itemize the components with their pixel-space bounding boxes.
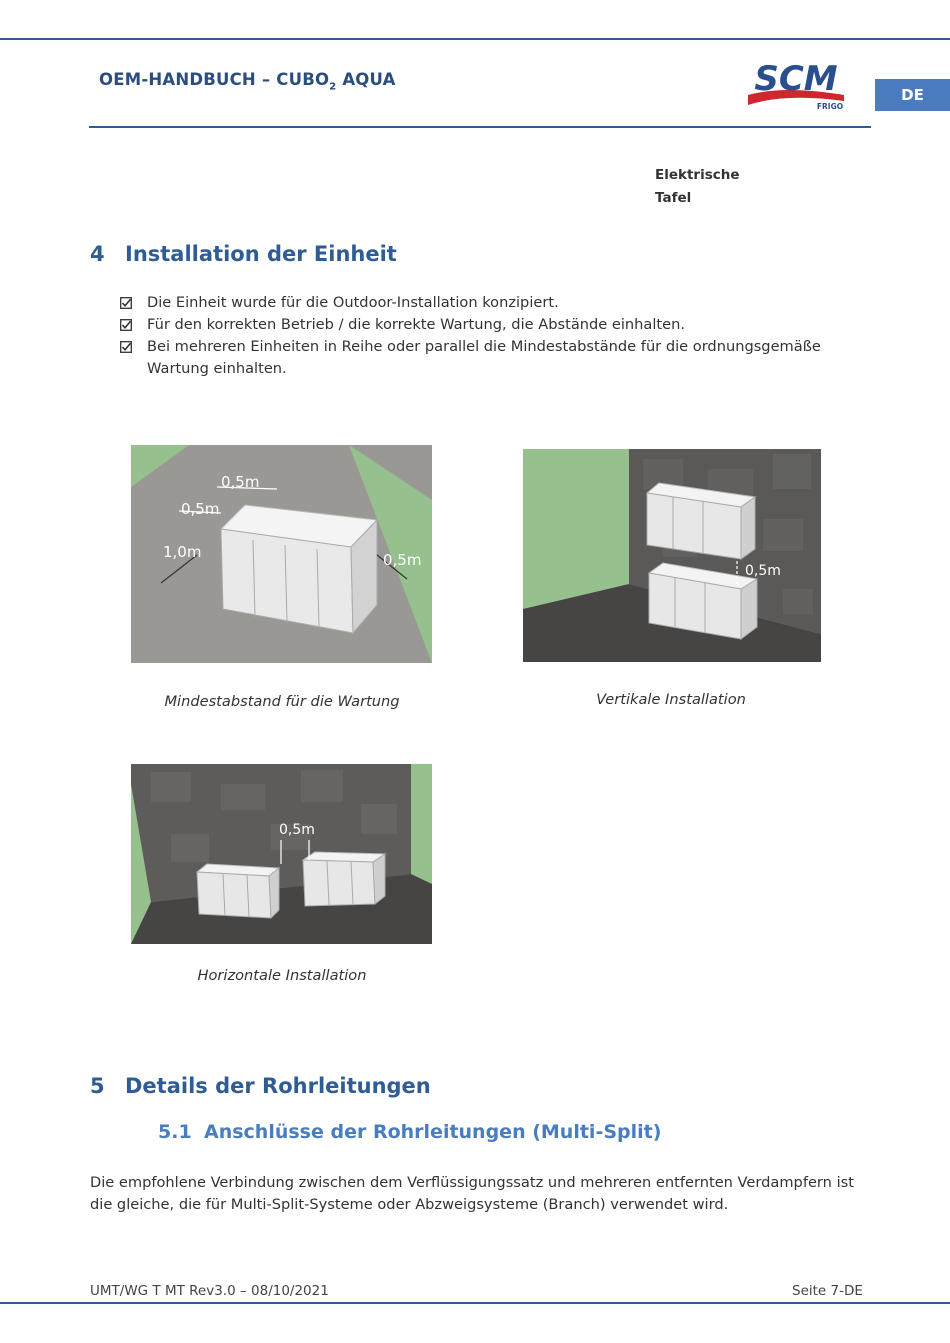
- footer-revision: UMT/WG T MT Rev3.0 – 08/10/2021: [90, 1283, 329, 1299]
- section-5-1-paragraph: Die empfohlene Verbindung zwischen dem Verflüssigungssatz und mehreren entfernten Verdampfern ist die gleiche, die für Multi-Split-Systeme oder Abzweigsysteme (Branch) verwendet wird.: [90, 1174, 854, 1213]
- installation-checklist: [120, 292, 860, 380]
- document-title: OEM-HANDBUCH – $CUBO_2$ AQUA: [99, 70, 396, 93]
- section-5-1-heading: 5.1 Anschlüsse der Rohrleitungen (Multi-Split): [158, 1121, 662, 1143]
- figure-caption: Vertikale Installation: [596, 691, 746, 708]
- clearance-label: 0,5m: [279, 822, 315, 838]
- section-4-heading: 4 Installation der Einheit: [90, 242, 397, 266]
- vertical-installation-figure: [523, 449, 821, 662]
- checklist-item: Die Einheit wurde für die Outdoor-Installation konzipiert.: [120, 292, 860, 314]
- horizontal-installation-figure: [131, 764, 432, 944]
- top-rule: [0, 38, 950, 40]
- language-tab: DE: [875, 79, 950, 111]
- checklist-item: Für den korrekten Betrieb / die korrekte Wartung, die Abstände einhalten.: [120, 314, 860, 336]
- svg-text:FRIGO: FRIGO: [816, 102, 844, 111]
- checkbox-icon: [120, 314, 147, 336]
- header-rule: [89, 126, 871, 128]
- clearance-label: 0,5m: [181, 500, 220, 518]
- clearance-label: 0,5m: [383, 551, 422, 569]
- electrical-panel-label: Elektrische Tafel: [655, 167, 740, 206]
- scm-frigo-logo: [744, 57, 848, 113]
- clearance-label: 0,5m: [221, 473, 260, 491]
- bottom-rule: [0, 1302, 950, 1304]
- svg-text:SCM: SCM: [754, 59, 838, 99]
- clearance-label: 1,0m: [163, 543, 202, 561]
- checkbox-icon: [120, 336, 147, 380]
- figure-caption: Mindestabstand für die Wartung: [164, 693, 400, 710]
- clearance-label: 0,5m: [745, 563, 781, 579]
- footer-page-number: Seite 7-DE: [792, 1283, 863, 1299]
- checklist-item: Bei mehreren Einheiten in Reihe oder parallel die Mindestabstände für die ordnungsgemäße Wartung einhalten.: [120, 336, 860, 380]
- section-5-heading: 5 Details der Rohrleitungen: [90, 1074, 431, 1098]
- checkbox-icon: [120, 292, 147, 314]
- maintenance-clearance-figure: [131, 445, 432, 663]
- figure-caption: Horizontale Installation: [197, 967, 367, 984]
